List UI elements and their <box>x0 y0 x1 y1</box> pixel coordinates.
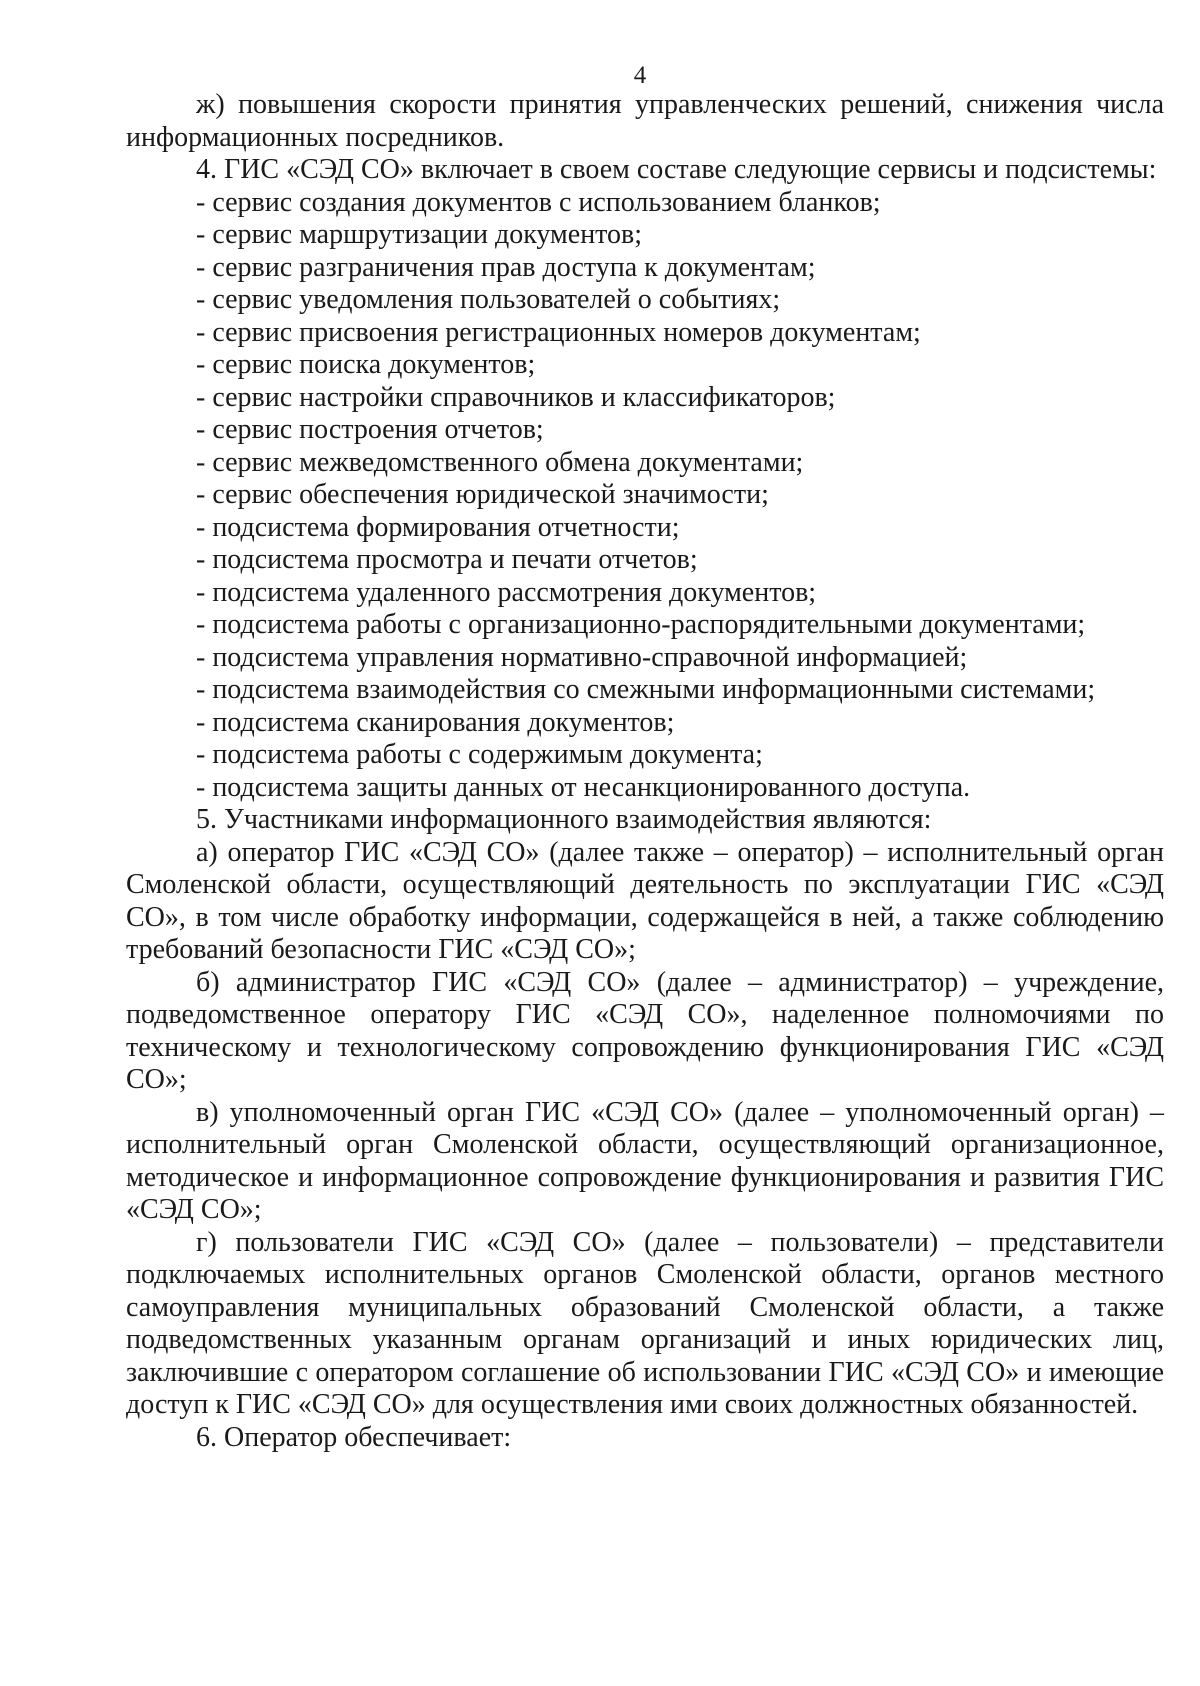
list-item: - подсистема управления нормативно-справочной информацией; <box>196 641 968 673</box>
paragraph-item-zh: ж) повышения скорости принятия управленческих решений, снижения числа информационных посредников. <box>126 89 1164 153</box>
list-item: - сервис настройки справочников и классификаторов; <box>196 381 836 413</box>
paragraph-item-b: б) администратор ГИС «СЭД СО» (далее – администратор) – учреждение, подведомственное оператору ГИС «СЭД СО», наделенное полномочиями по техническому и технологическому сопровождению функционирования ГИС «СЭД СО»; <box>126 966 1164 1095</box>
list-item: - подсистема удаленного рассмотрения документов; <box>196 576 817 608</box>
list-item: - сервис поиска документов; <box>196 349 536 380</box>
list-item: - сервис обеспечения юридической значимости; <box>196 479 769 510</box>
list-item: - сервис разграничения прав доступа к документам; <box>196 251 816 283</box>
list-item: - сервис создания документов с использованием бланков; <box>196 186 881 218</box>
list-item: - сервис маршрутизации документов; <box>196 219 643 250</box>
list-item: - подсистема взаимодействия со смежными информационными системами; <box>196 674 1096 705</box>
paragraph-item-a: а) оператор ГИС «СЭД СО» (далее также – оператор) – исполнительный орган Смоленской области, осуществляющий деятельность по эксплуатации ГИС «СЭД СО», в том числе обработку информации, содержащейся в ней, а также соблюдению требований безопасности ГИС «СЭД СО»; <box>126 836 1164 965</box>
list-item: - подсистема защиты данных от несанкционированного доступа. <box>196 771 971 803</box>
list-item: - подсистема работы с содержимым документа; <box>196 739 763 770</box>
list-item: - подсистема просмотра и печати отчетов; <box>196 544 698 575</box>
list-item: - сервис межведомственного обмена документами; <box>196 446 804 478</box>
paragraph-section-6: 6. Оператор обеспечивает: <box>196 1421 512 1453</box>
paragraph-item-v: в) уполномоченный орган ГИС «СЭД СО» (далее – уполномоченный орган) – исполнительный орган Смоленской области, осуществляющий организационное, методическое и информационное сопровождение функционирования и развития ГИС «СЭД СО»; <box>126 1096 1164 1225</box>
list-item: - подсистема сканирования документов; <box>196 706 675 738</box>
document-body <box>126 89 1164 1454</box>
list-item: - сервис уведомления пользователей о событиях; <box>196 284 781 315</box>
list-item: - сервис построения отчетов; <box>196 414 544 445</box>
paragraph-section-5: 5. Участниками информационного взаимодействия являются: <box>196 804 932 835</box>
paragraph-item-g: г) пользователи ГИС «СЭД СО» (далее – пользователи) – представители подключаемых исполнительных органов Смоленской области, органов местного самоуправления муниципальных образований Смоленской области, а также подведомственных указанным органам организаций и иных юридических лиц, заключившие с оператором соглашение об использовании ГИС «СЭД СО» и имеющие доступ к ГИС «СЭД СО» для осуществления ими своих должностных обязанностей. <box>126 1226 1164 1420</box>
page-number: 4 <box>633 62 647 89</box>
list-item: - сервис присвоения регистрационных номеров документам; <box>196 316 921 348</box>
services-list <box>126 187 1164 805</box>
list-item: - подсистема формирования отчетности; <box>196 511 680 543</box>
list-item: - подсистема работы с организационно-распорядительными документами; <box>196 609 1086 640</box>
paragraph-section-4: 4. ГИС «СЭД СО» включает в своем составе следующие сервисы и подсистемы: <box>196 154 1157 185</box>
